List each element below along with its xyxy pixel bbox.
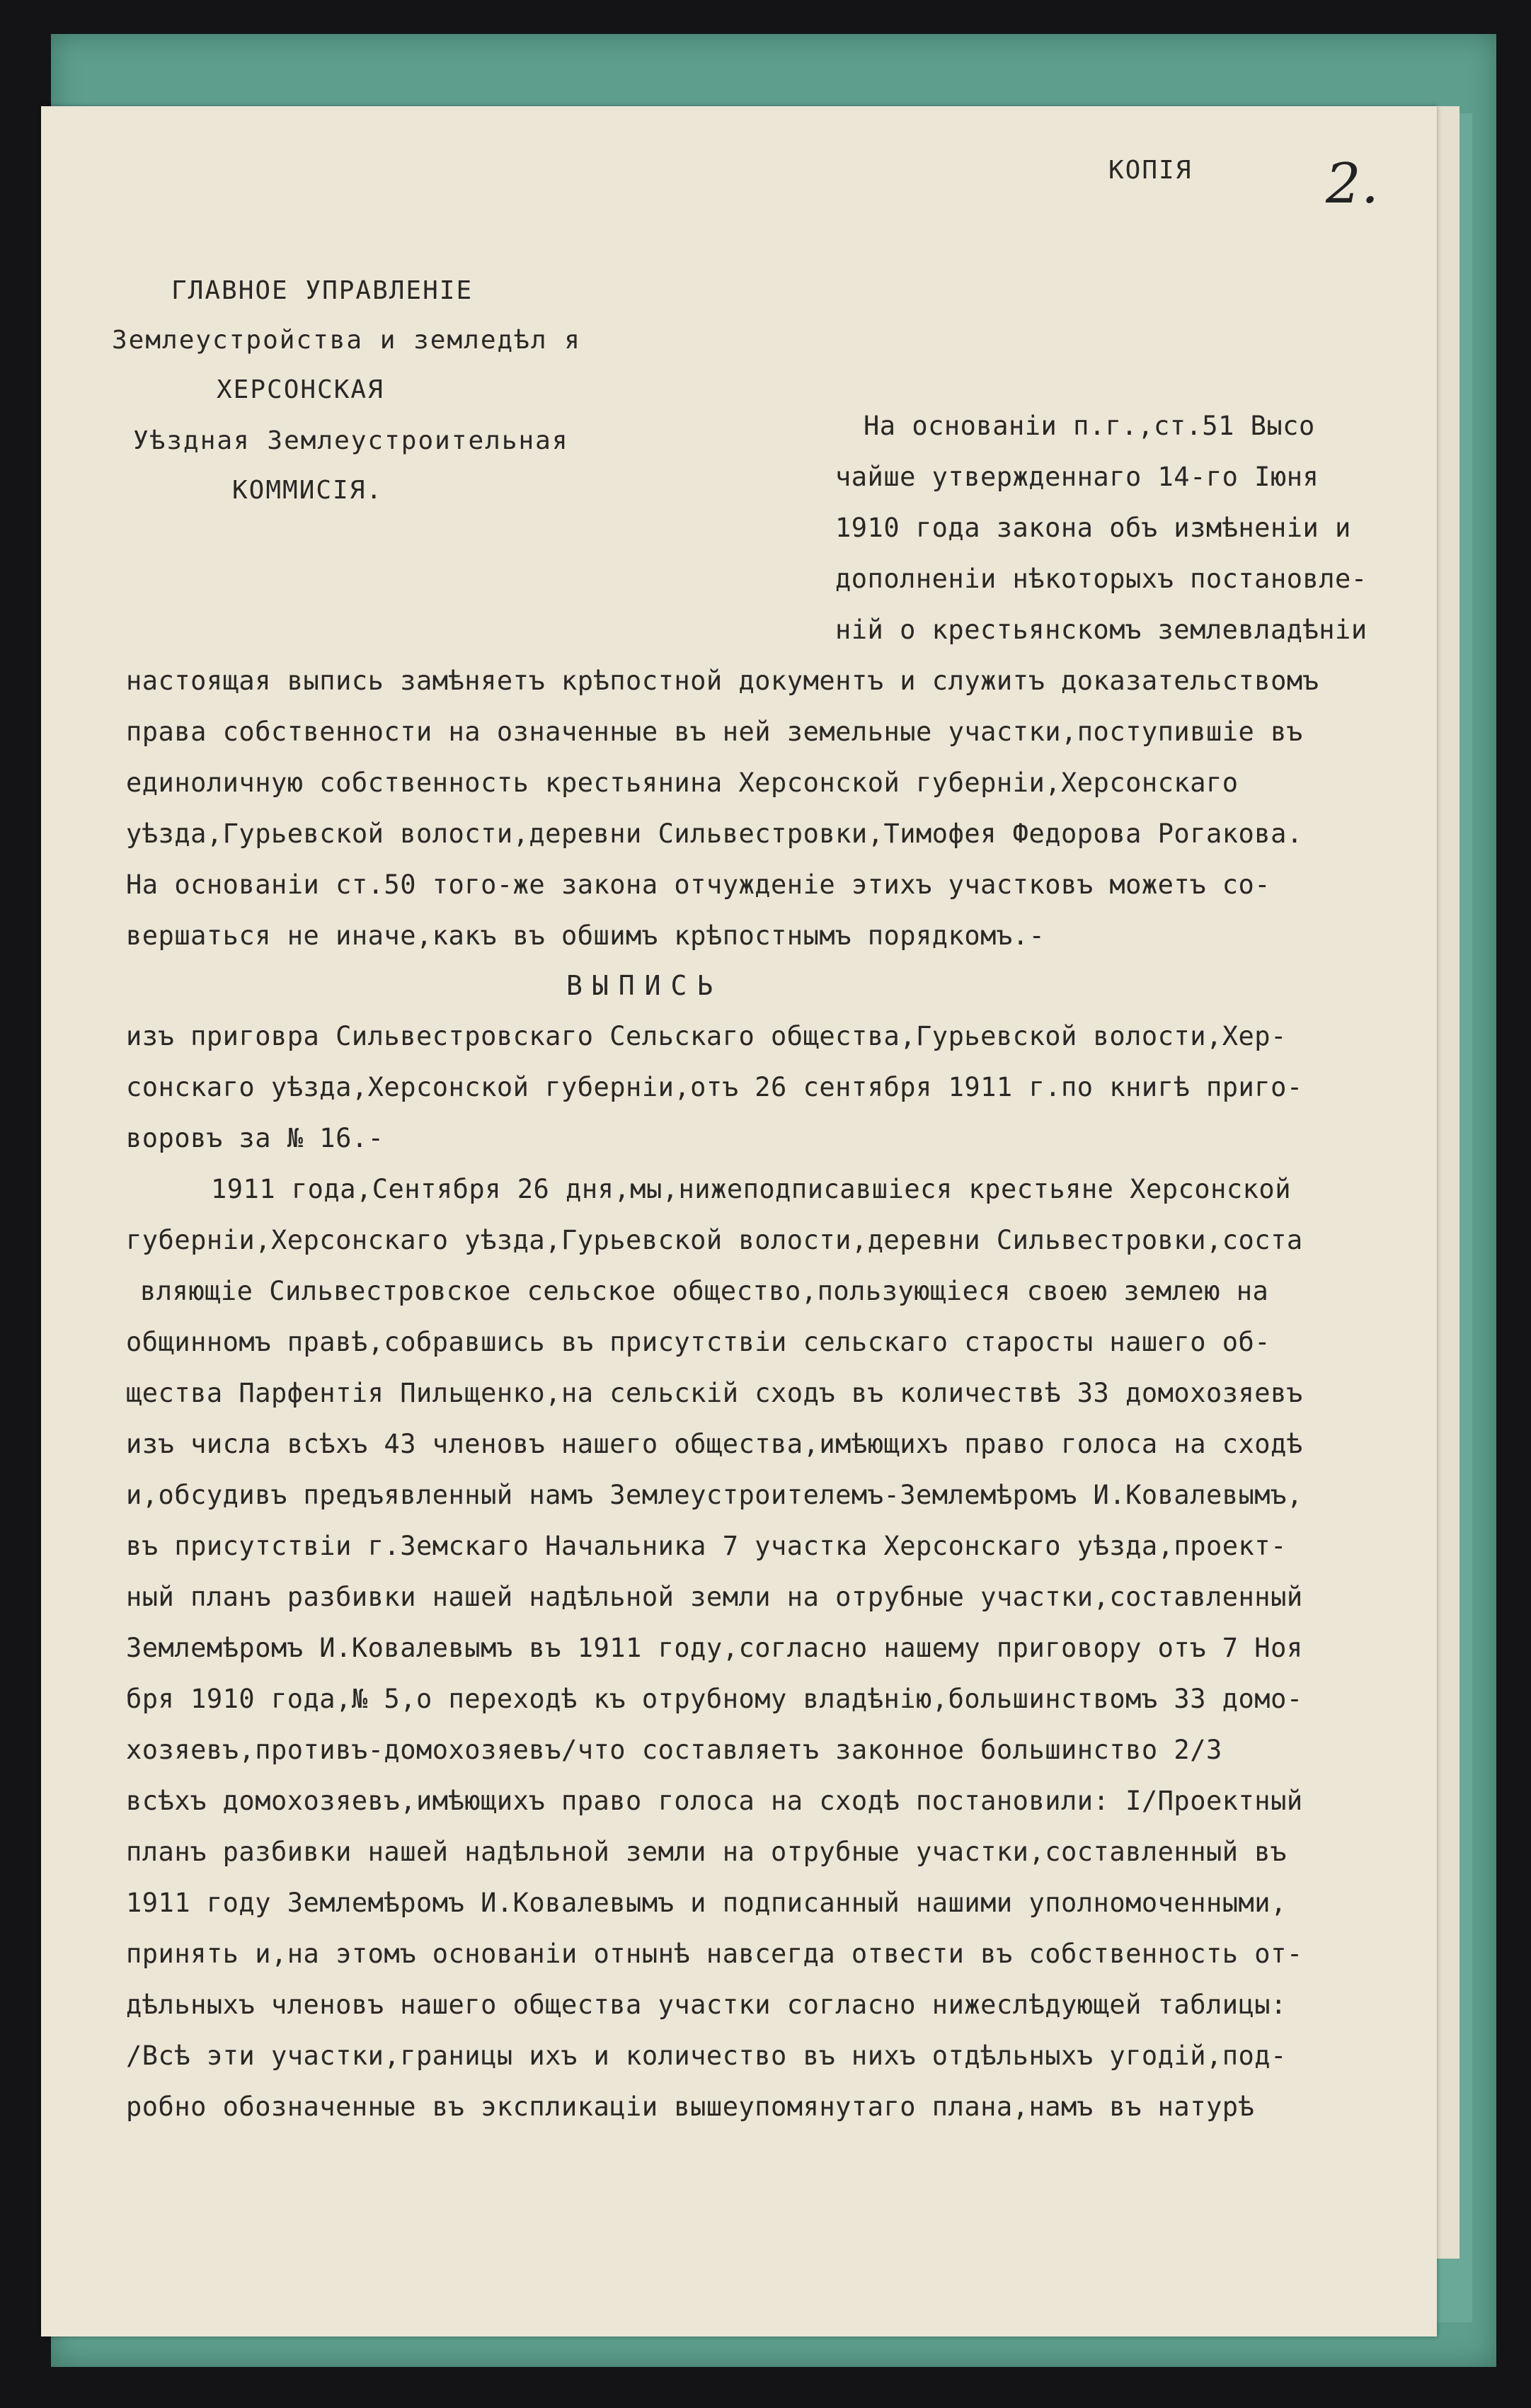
preamble-right-line-2: чайше утвержденнаго 14-го Іюня bbox=[835, 462, 1319, 492]
preamble-right-line-4: дополненіи нѣкоторыхъ постановле- bbox=[835, 564, 1367, 594]
body-line-5: щества Парфентія Пильщенко,на сельскій сходъ въ количествѣ 33 домохозяевъ bbox=[126, 1378, 1303, 1408]
body-line-18: /Всѣ эти участки,границы ихъ и количество въ нихъ отдѣльныхъ угодій,под- bbox=[126, 2041, 1287, 2071]
preamble-right-line-1: На основаніи п.г.,ст.51 Высо bbox=[864, 411, 1315, 441]
body-line-8: въ присутствіи г.Земскаго Начальника 7 участка Херсонскаго уѣзда,проект- bbox=[126, 1531, 1287, 1561]
preamble-line-1: настоящая выпись замѣняетъ крѣпостной документъ и служитъ доказательствомъ bbox=[126, 666, 1319, 696]
header-line-5: КОММИСІЯ. bbox=[232, 476, 384, 505]
body-line-9: ный планъ разбивки нашей надѣльной земли на отрубные участки,составленный bbox=[126, 1582, 1303, 1612]
body-line-13: всѣхъ домохозяевъ,имѣющихъ право голоса на сходѣ постановили: І/Проектный bbox=[126, 1786, 1303, 1816]
body-line-16: принять и,на этомъ основаніи отнынѣ навсегда отвести въ собственность от- bbox=[126, 1939, 1303, 1969]
preamble-right-line-3: 1910 года закона объ измѣненіи и bbox=[835, 513, 1351, 543]
body-line-17: дѣльныхъ членовъ нашего общества участки согласно нижеслѣдующей таблицы: bbox=[126, 1990, 1287, 2020]
preamble-right-line-5: ній о крестьянскомъ землевладѣніи bbox=[835, 615, 1367, 645]
body-line-12: хозяевъ,противъ-домохозяевъ/что составляетъ законное большинство 2/3 bbox=[126, 1735, 1222, 1765]
document-title: ВЫПИСЬ bbox=[566, 970, 723, 1001]
subtitle-line-3: воровъ за № 16.- bbox=[126, 1123, 384, 1153]
preamble-line-4: уѣзда,Гурьевской волости,деревни Сильвестровки,Тимофея Федорова Рогакова. bbox=[126, 818, 1303, 849]
body-line-10: Землемѣромъ И.Ковалевымъ въ 1911 году,согласно нашему приговору отъ 7 Ноя bbox=[126, 1633, 1303, 1663]
body-line-4: общинномъ правѣ,собравшись въ присутствіи сельскаго старосты нашего об- bbox=[126, 1327, 1271, 1357]
header-line-4: Уѣздная Землеустроительная bbox=[133, 426, 569, 455]
body-line-1: 1911 года,Сентября 26 дня,мы,нижеподписавшіеся крестьяне Херсонской bbox=[211, 1174, 1291, 1204]
document-page bbox=[41, 106, 1437, 2336]
body-line-15: 1911 году Землемѣромъ И.Ковалевымъ и подписанный нашими уполномоченными, bbox=[126, 1888, 1287, 1918]
body-line-11: бря 1910 года,№ 5,о переходѣ къ отрубному владѣнію,большинствомъ 33 домо- bbox=[126, 1684, 1303, 1714]
body-line-6: изъ числа всѣхъ 43 членовъ нашего общества,имѣющихъ право голоса на сходѣ bbox=[126, 1429, 1303, 1459]
body-line-3: вляющіе Сильвестровское сельское общество,пользующіеся своею землею на bbox=[140, 1276, 1269, 1306]
preamble-line-6: вершаться не иначе,какъ въ обшимъ крѣпостнымъ порядкомъ.- bbox=[126, 920, 1045, 951]
copy-label: КОПІЯ bbox=[1108, 156, 1193, 185]
preamble-line-2: права собственности на означенные въ ней земельные участки,поступившіе въ bbox=[126, 717, 1303, 747]
subtitle-line-2: сонскаго уѣзда,Херсонской губерніи,отъ 26 сентября 1911 г.по книгѣ приго- bbox=[126, 1072, 1303, 1102]
header-line-1: ГЛАВНОЕ УПРАВЛЕНІЕ bbox=[171, 276, 474, 305]
page-number: 2. bbox=[1326, 152, 1380, 216]
header-line-3: ХЕРСОНСКАЯ bbox=[217, 375, 384, 404]
header-line-2: Землеустройства и земледѣл я bbox=[112, 326, 581, 355]
body-line-14: планъ разбивки нашей надѣльной земли на отрубные участки,составленный въ bbox=[126, 1837, 1287, 1867]
preamble-line-5: На основаніи ст.50 того-же закона отчужденіе этихъ участковъ можетъ со- bbox=[126, 869, 1271, 900]
body-line-19: робно обозначенные въ экспликаціи вышеупомянутаго плана,намъ въ натурѣ bbox=[126, 2092, 1255, 2122]
body-line-7: и,обсудивъ предъявленный намъ Землеустроителемъ-Землемѣромъ И.Ковалевымъ, bbox=[126, 1480, 1303, 1510]
preamble-line-3: единоличную собственность крестьянина Херсонской губерніи,Херсонскаго bbox=[126, 768, 1239, 798]
body-line-2: губерніи,Херсонскаго уѣзда,Гурьевской волости,деревни Сильвестровки,соста bbox=[126, 1225, 1303, 1255]
subtitle-line-1: изъ приговра Сильвестровскаго Сельскаго общества,Гурьевской волости,Хер- bbox=[126, 1021, 1287, 1051]
